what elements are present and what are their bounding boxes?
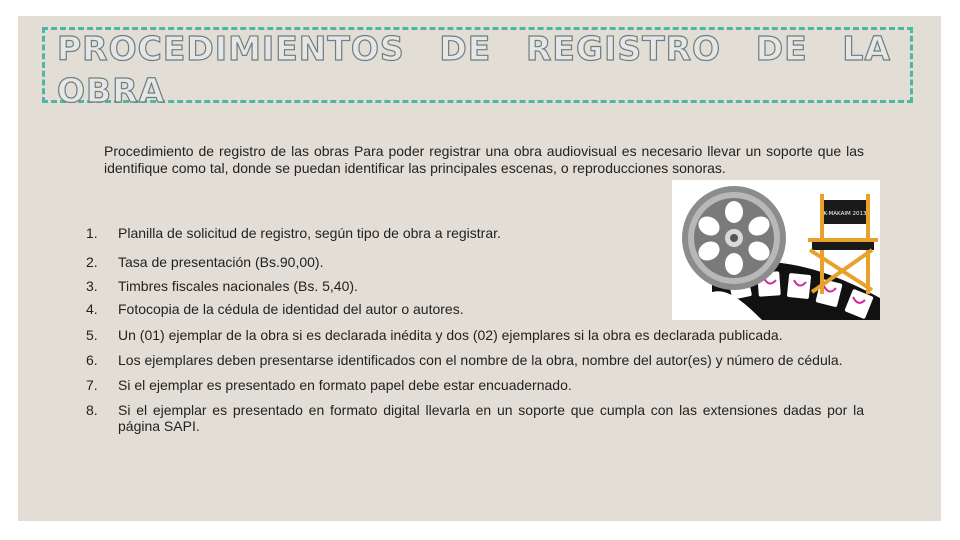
list-number: 4.: [86, 301, 98, 317]
list-number: 1.: [86, 225, 98, 241]
list-item-text: Los ejemplares deben presentarse identificados con el nombre de la obra, nombre del autor(es) y número de cédula.: [118, 351, 843, 368]
list-number: 8.: [86, 402, 98, 418]
list-number: 5.: [86, 327, 98, 343]
page-title: PROCEDIMIENTOS DE REGISTRO DE LA OBRA: [57, 29, 891, 110]
chair-label: K-MAKAIM 2013: [823, 211, 867, 217]
list-number: 6.: [86, 351, 98, 368]
list-item-text: Planilla de solicitud de registro, según tipo de obra a registrar.: [118, 225, 501, 241]
list-item: [86, 403, 864, 434]
cinema-illustration: [672, 180, 880, 320]
list-item-text: Tasa de presentación (Bs.90,00).: [118, 254, 324, 270]
list-item: [86, 328, 864, 344]
list-item-text: Si el ejemplar es presentado en formato papel debe estar encuadernado.: [118, 377, 572, 393]
list-item-text: Timbres fiscales nacionales (Bs. 5,40).: [118, 278, 358, 294]
list-number: 7.: [86, 377, 98, 393]
list-item: [86, 353, 864, 369]
list-number: 3.: [86, 278, 98, 294]
list-number: 2.: [86, 254, 98, 270]
intro-paragraph: Procedimiento de registro de las obras Para poder registrar una obra audiovisual es necesario llevar un soporte que las identifique como tal, donde se puedan identificar las principales escenas, o reproducciones sonoras.: [104, 143, 864, 176]
list-item-text: Un (01) ejemplar de la obra si es declarada inédita y dos (02) ejemplares si la obra es declarada publicada.: [118, 327, 783, 343]
list-item: [86, 378, 864, 394]
list-item-text: Fotocopia de la cédula de identidad del autor o autores.: [118, 301, 464, 317]
film-reel-icon: [682, 186, 786, 290]
list-item-text: Si el ejemplar es presentado en formato digital llevarla en un soporte que cumpla con las extensiones dadas por la página SAPI.: [118, 402, 864, 434]
